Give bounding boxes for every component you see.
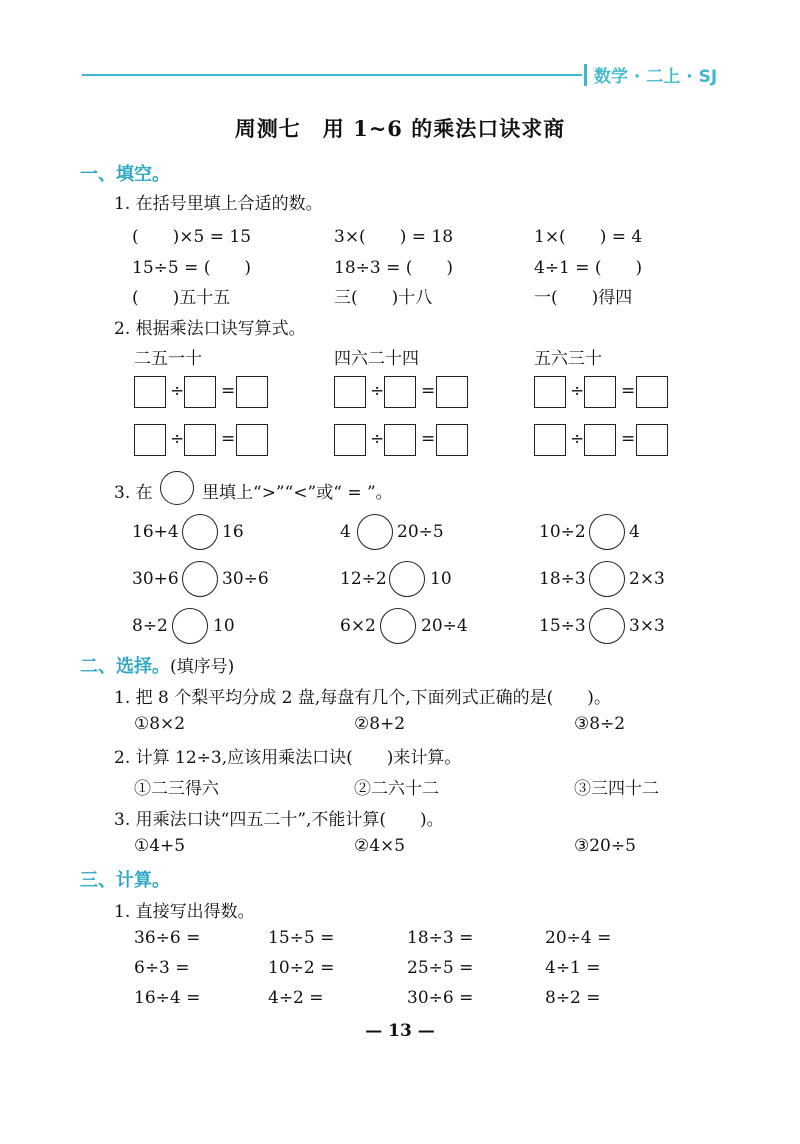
s1-q2-prompt: 2. 根据乘法口诀写算式。 — [114, 319, 306, 339]
compare-circle[interactable] — [589, 608, 625, 644]
calc-item[interactable]: 10÷2 = — [268, 958, 335, 978]
compare-right: 10 — [430, 569, 452, 589]
fill-blank-item[interactable]: 3×( ) = 18 — [334, 227, 454, 247]
fill-blank-item[interactable]: 1×( ) = 4 — [534, 227, 643, 247]
divide-sign: ÷ — [570, 429, 585, 449]
calc-item[interactable]: 8÷2 = — [545, 988, 601, 1008]
answer-box[interactable] — [334, 424, 366, 456]
choice-option[interactable]: ③8÷2 — [574, 714, 626, 734]
calc-item[interactable]: 20÷4 = — [545, 928, 612, 948]
choice-option[interactable]: ③三四十二 — [574, 779, 659, 799]
answer-box[interactable] — [636, 424, 668, 456]
answer-box[interactable] — [636, 376, 668, 408]
fill-blank-item[interactable]: 一( )得四 — [534, 288, 633, 308]
answer-box[interactable] — [134, 424, 166, 456]
compare-left: 8÷2 — [132, 616, 168, 636]
calc-item[interactable]: 15÷5 = — [268, 928, 335, 948]
compare-right: 3×3 — [629, 616, 665, 636]
compare-right: 10 — [213, 616, 235, 636]
compare-left: 18÷3 — [539, 569, 586, 589]
page-title: 周测七 用 1~6 的乘法口诀求商 — [234, 116, 566, 141]
answer-box[interactable] — [184, 376, 216, 408]
s2-q1-prompt: 1. 把 8 个梨平均分成 2 盘,每盘有几个,下面列式正确的是( )。 — [114, 688, 611, 708]
s1-q3-prompt-before: 3. 在 — [114, 483, 153, 503]
choice-option[interactable]: ③20÷5 — [574, 836, 636, 856]
compare-circle-sample — [160, 471, 194, 505]
s1-q1-prompt: 1. 在括号里填上合适的数。 — [114, 194, 323, 214]
answer-box[interactable] — [236, 376, 268, 408]
calc-item[interactable]: 16÷4 = — [134, 988, 201, 1008]
choice-option[interactable]: ②4×5 — [354, 836, 406, 856]
compare-left: 10÷2 — [539, 522, 586, 542]
page-number: — 13 — — [365, 1021, 435, 1041]
answer-box[interactable] — [334, 376, 366, 408]
header-tag: 数学 · 二上 · SJ — [594, 67, 718, 87]
answer-box[interactable] — [134, 376, 166, 408]
calc-item[interactable]: 18÷3 = — [407, 928, 474, 948]
compare-right: 4 — [629, 522, 640, 542]
calc-item[interactable]: 30÷6 = — [407, 988, 474, 1008]
answer-box[interactable] — [184, 424, 216, 456]
choice-option[interactable]: ①8×2 — [134, 714, 186, 734]
answer-box[interactable] — [436, 424, 468, 456]
answer-box[interactable] — [236, 424, 268, 456]
choice-option[interactable]: ②8+2 — [354, 714, 406, 734]
header-divider — [584, 64, 587, 86]
compare-circle[interactable] — [380, 608, 416, 644]
divide-sign: ÷ — [570, 381, 585, 401]
divide-sign: ÷ — [370, 381, 385, 401]
fill-blank-item[interactable]: 18÷3 = ( ) — [334, 258, 454, 278]
answer-box[interactable] — [534, 376, 566, 408]
answer-box[interactable] — [584, 376, 616, 408]
compare-circle[interactable] — [182, 514, 218, 550]
compare-right: 20÷4 — [421, 616, 468, 636]
rhyme-label: 二五一十 — [134, 349, 202, 369]
answer-box[interactable] — [534, 424, 566, 456]
compare-circle[interactable] — [182, 561, 218, 597]
s2-q2-prompt: 2. 计算 12÷3,应该用乘法口诀( )来计算。 — [114, 748, 462, 768]
answer-box[interactable] — [436, 376, 468, 408]
compare-right: 30÷6 — [222, 569, 269, 589]
compare-circle[interactable] — [357, 514, 393, 550]
calc-item[interactable]: 4÷2 = — [268, 988, 324, 1008]
divide-sign: ÷ — [170, 429, 185, 449]
equals-sign: = — [421, 429, 436, 449]
section2-note: (填序号) — [170, 657, 235, 677]
choice-option[interactable]: ②二六十二 — [354, 779, 439, 799]
fill-blank-item[interactable]: ( )五十五 — [132, 288, 231, 308]
compare-circle[interactable] — [589, 561, 625, 597]
answer-box[interactable] — [584, 424, 616, 456]
s1-q3-prompt-after: 里填上“>”“<”或“ = ”。 — [202, 483, 393, 503]
divide-sign: ÷ — [370, 429, 385, 449]
answer-box[interactable] — [384, 376, 416, 408]
fill-blank-item[interactable]: 三( )十八 — [334, 288, 433, 308]
fill-blank-item[interactable]: 15÷5 = ( ) — [132, 258, 252, 278]
compare-left: 6×2 — [340, 616, 376, 636]
compare-circle[interactable] — [389, 561, 425, 597]
compare-right: 2×3 — [629, 569, 665, 589]
compare-left: 30+6 — [132, 569, 179, 589]
rhyme-label: 五六三十 — [534, 349, 602, 369]
section2-heading — [80, 652, 234, 678]
compare-circle[interactable] — [589, 514, 625, 550]
equals-sign: = — [221, 429, 236, 449]
calc-item[interactable]: 6÷3 = — [134, 958, 190, 978]
fill-blank-item[interactable]: 4÷1 = ( ) — [534, 258, 643, 278]
calc-item[interactable]: 25÷5 = — [407, 958, 474, 978]
divide-sign: ÷ — [170, 381, 185, 401]
header-rule — [82, 74, 582, 76]
s3-q1-prompt: 1. 直接写出得数。 — [114, 902, 255, 922]
compare-left: 15÷3 — [539, 616, 586, 636]
section3-heading: 三、计算。 — [80, 870, 170, 891]
s2-q3-prompt: 3. 用乘法口诀“四五二十”,不能计算( )。 — [114, 810, 444, 830]
compare-right: 20÷5 — [397, 522, 444, 542]
compare-left: 4 — [340, 522, 351, 542]
choice-option[interactable]: ①二三得六 — [134, 779, 219, 799]
answer-box[interactable] — [384, 424, 416, 456]
equals-sign: = — [621, 429, 636, 449]
fill-blank-item[interactable]: ( )×5 = 15 — [132, 227, 252, 247]
section2-heading-text: 二、选择。 — [80, 656, 170, 677]
choice-option[interactable]: ①4+5 — [134, 836, 186, 856]
equals-sign: = — [421, 381, 436, 401]
compare-right: 16 — [222, 522, 244, 542]
compare-left: 16+4 — [132, 522, 179, 542]
section1-heading: 一、填空。 — [80, 164, 170, 185]
equals-sign: = — [221, 381, 236, 401]
compare-left: 12÷2 — [340, 569, 387, 589]
calc-item[interactable]: 36÷6 = — [134, 928, 201, 948]
rhyme-label: 四六二十四 — [334, 349, 419, 369]
equals-sign: = — [621, 381, 636, 401]
calc-item[interactable]: 4÷1 = — [545, 958, 601, 978]
compare-circle[interactable] — [172, 608, 208, 644]
